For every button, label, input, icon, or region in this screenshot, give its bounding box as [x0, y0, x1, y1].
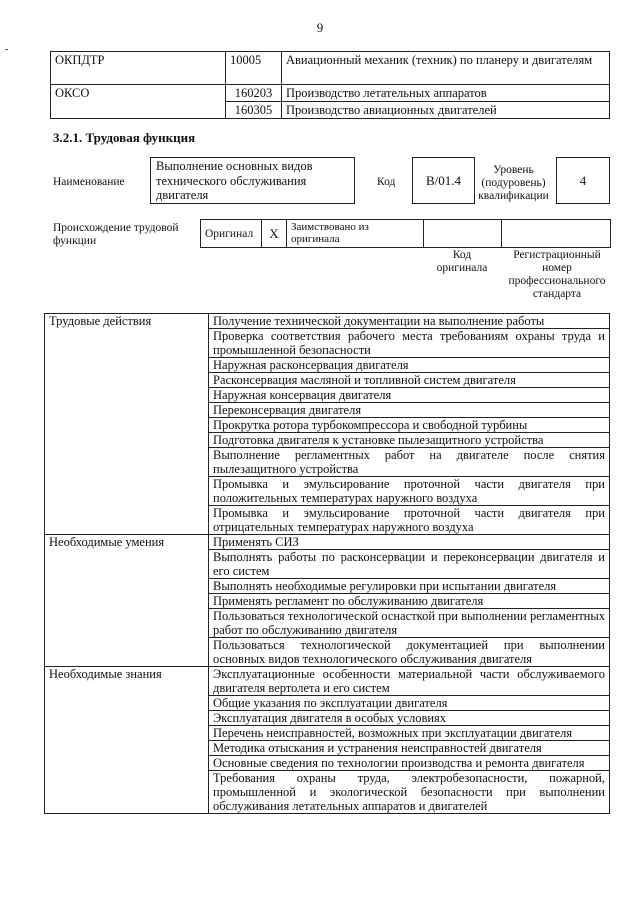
list-item: Подготовка двигателя к установке пылезащитного устройства: [209, 433, 610, 448]
classifier-row: [51, 52, 610, 85]
group-title: Необходимые умения: [45, 535, 209, 667]
level-value: 4: [579, 172, 587, 188]
classifier-code-name: ОКПДТР: [51, 52, 226, 85]
page-number: 9: [316, 20, 324, 35]
function-code: B/01.4: [425, 172, 462, 188]
list-item: Выполнять работы по расконсервации и переконсервации двигателя и его систем: [209, 550, 610, 579]
list-item: Эксплуатационные особенности материальной части обслуживаемого двигателя вертолета и его систем: [209, 667, 610, 696]
list-item: Пользоваться технологической оснасткой при выполнении регламентных работ по обслуживанию двигателя: [209, 609, 610, 638]
classifier-row: [51, 85, 610, 102]
name-label: Наименование: [53, 176, 125, 188]
original-label: Оригинал: [201, 220, 262, 248]
list-item: Прокрутка ротора турбокомпрессора и свободной турбины: [209, 418, 610, 433]
list-item: Переконсервация двигателя: [209, 403, 610, 418]
classifier-code: 160305: [226, 102, 282, 119]
list-item: Общие указания по эксплуатации двигателя: [209, 696, 610, 711]
classifier-name: Производство авиационных двигателей: [282, 102, 610, 119]
list-item: Методика отыскания и устранения неисправностей двигателя: [209, 741, 610, 756]
section-title: 3.2.1. Трудовая функция: [53, 130, 196, 145]
list-item: Выполнять необходимые регулировки при испытании двигателя: [209, 579, 610, 594]
classifier-name: Производство летательных аппаратов: [282, 85, 610, 102]
function-name: Выполнение основных видов технического обслуживания двигателя: [156, 159, 313, 202]
original-mark: X: [262, 220, 287, 248]
group-title: Необходимые знания: [45, 667, 209, 814]
list-item: Применять регламент по обслуживанию двигателя: [209, 594, 610, 609]
group-title: Трудовые действия: [45, 314, 209, 535]
origin-table: [200, 219, 611, 248]
classifier-code: 160203: [226, 85, 282, 102]
list-item: Требования охраны труда, электробезопасности, пожарной, промышленной и экологической безопасности при выполнении обслуживания летательных аппаратов и двигателей: [209, 771, 610, 814]
list-item: Расконсервация масляной и топливной систем двигателя: [209, 373, 610, 388]
list-item: Проверка соответствия рабочего места требованиям охраны труда и промышленной безопасности: [209, 329, 610, 358]
list-item: Пользоваться технологической документацией при выполнении основных видов технологического обслуживания двигателя: [209, 638, 610, 667]
code-label: Код: [377, 176, 396, 188]
reg-number-caption: Регистрационный номер профессионального стандарта: [508, 249, 606, 300]
original-code-cell: [424, 220, 502, 248]
origin-label: Происхождение трудовой функции: [53, 222, 179, 247]
reg-number-cell: [502, 220, 611, 248]
list-item: Наружная консервация двигателя: [209, 388, 610, 403]
list-item: Применять СИЗ: [209, 535, 610, 550]
list-item: Получение технической документации на выполнение работы: [209, 314, 610, 329]
list-item: Эксплуатация двигателя в особых условиях: [209, 711, 610, 726]
table-row: [45, 535, 610, 550]
classifier-code: 10005: [226, 52, 282, 85]
code-box: [412, 157, 475, 204]
classifier-table: [50, 51, 610, 119]
original-code-caption: Код оригинала: [436, 249, 488, 274]
table-row: [45, 667, 610, 696]
table-row: [45, 314, 610, 329]
classifier-name: Авиационный механик (техник) по планеру и двигателям: [282, 52, 610, 85]
function-name-box: [150, 157, 355, 204]
list-item: Наружная расконсервация двигателя: [209, 358, 610, 373]
level-label: Уровень (подуровень) квалификации: [478, 164, 549, 202]
corner-mark: -: [5, 44, 9, 55]
list-item: Промывка и эмульсирование проточной части двигателя при отрицательных температурах наружного воздуха: [209, 506, 610, 535]
list-item: Промывка и эмульсирование проточной части двигателя при положительных температурах наружного воздуха: [209, 477, 610, 506]
list-item: Перечень неисправностей, возможных при эксплуатации двигателя: [209, 726, 610, 741]
classifier-code-name: ОКСО: [51, 85, 226, 119]
list-item: Основные сведения по технологии производства и ремонта двигателя: [209, 756, 610, 771]
level-box: [556, 157, 610, 204]
list-item: Выполнение регламентных работ на двигателе после снятия пылезащитного устройства: [209, 448, 610, 477]
borrowed-label: Заимствовано из оригинала: [287, 220, 424, 248]
function-details-table: [44, 313, 610, 814]
